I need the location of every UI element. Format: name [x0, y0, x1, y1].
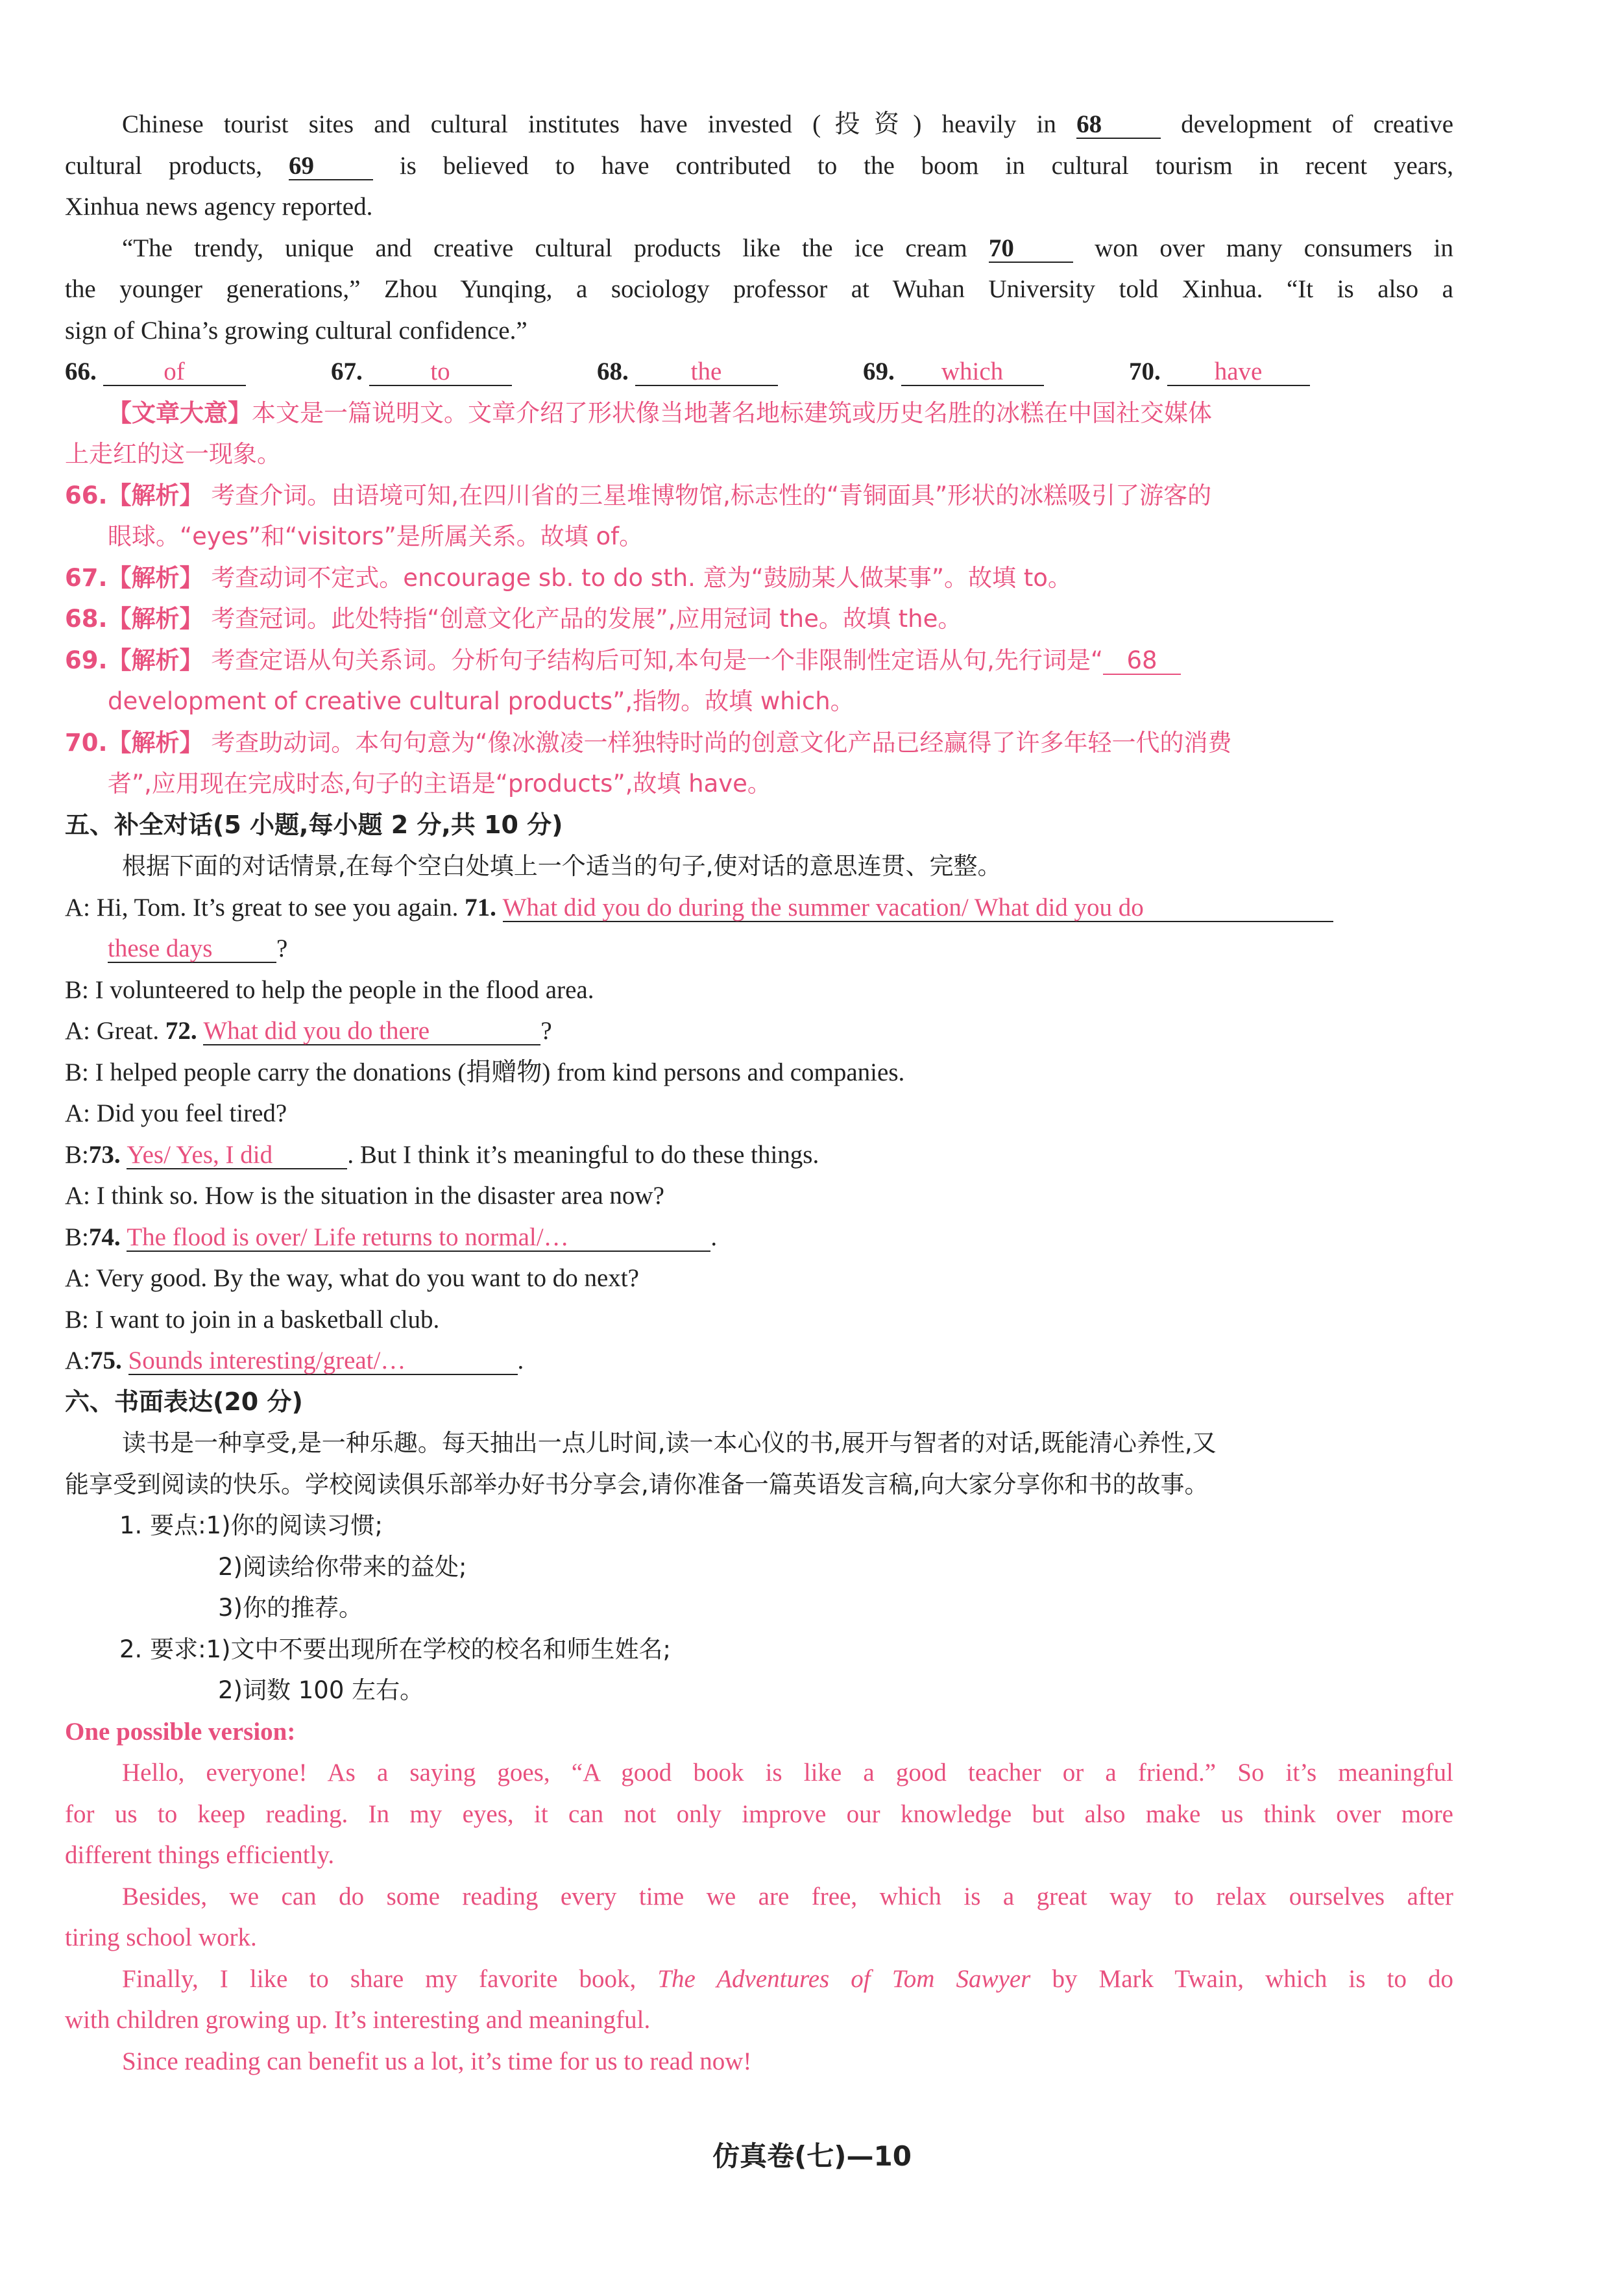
- book-title: The Adventures of Tom Sawyer: [657, 1964, 1031, 1993]
- text: won over many consumers in: [1095, 234, 1454, 262]
- page-content: [65, 104, 1453, 2082]
- point1b: 2)阅读给你带来的益处;: [218, 1552, 467, 1581]
- answer-row: [65, 351, 1453, 393]
- passage-line: Xinhua news agency reported.: [65, 193, 373, 221]
- answer-66: 66. of: [65, 351, 331, 393]
- explanation-70: 70.【解析】 考查助动词。本句句意为“像冰激凌一样独特时尚的创意文化产品已经赢得了许多年轻一代的消费: [65, 728, 1232, 757]
- blank-68[interactable]: 68: [1076, 112, 1161, 139]
- answer-67: 67. to: [331, 351, 597, 393]
- point1: 1. 要点:1)你的阅读习惯;: [119, 1511, 383, 1539]
- answer-71-cont[interactable]: these days: [108, 936, 276, 963]
- answer-blank[interactable]: of: [103, 359, 246, 386]
- section6-intro: 读书是一种享受,是一种乐趣。每天抽出一点儿时间,读一本心仪的书,展开与智者的对话,既能清心养性,又: [122, 1429, 1217, 1457]
- blank-69[interactable]: 69: [289, 153, 373, 180]
- answer-71[interactable]: What did you do during the summer vacation/ What did you do: [503, 895, 1333, 922]
- section6-intro-line2: 能享受到阅读的快乐。学校阅读俱乐部举办好书分享会,请你准备一篇英语发言稿,向大家分享你和书的故事。: [65, 1470, 1209, 1498]
- dialog-a3: A: Did you feel tired?: [65, 1099, 287, 1127]
- dialog-b5: B: I want to join in a basketball club.: [65, 1305, 440, 1334]
- answer-68: 68. the: [597, 351, 863, 393]
- section5-instruction: 根据下面的对话情景,在每个空白处填上一个适当的句子,使对话的意思连贯、完整。: [122, 852, 1002, 880]
- text: is believed to have contributed to the boom in cultural tourism in recent years,: [399, 151, 1454, 180]
- explanation-66-line2: 眼球。“eyes”和“visitors”是所属关系。故填 of。: [108, 522, 644, 550]
- answer-74[interactable]: The flood is over/ Life returns to normal/…: [127, 1225, 710, 1252]
- explanation-66: 66.【解析】 考查介词。由语境可知,在四川省的三星堆博物馆,标志性的“青铜面具”形状的冰糕吸引了游客的: [65, 481, 1212, 509]
- point1c: 3)你的推荐。: [218, 1594, 363, 1622]
- passage-line: sign of China’s growing cultural confidence.”: [65, 316, 527, 345]
- answer-blank[interactable]: to: [369, 359, 512, 386]
- essay-line: Finally, I like to share my favorite book, The Adventures of Tom Sawyer by Mark Twain, which is to do: [122, 1964, 1454, 1993]
- passage-line: the younger generations,” Zhou Yunqing, a sociology professor at Wuhan University told Xinhua. “It is also a: [65, 275, 1453, 303]
- answer-72[interactable]: What did you do there: [203, 1018, 540, 1045]
- text: Chinese tourist sites and cultural institutes have invested (投资) heavily in: [122, 110, 1056, 138]
- answer-blank[interactable]: the: [635, 359, 778, 386]
- passage-line: [65, 145, 1453, 187]
- passage-line: [65, 228, 1453, 269]
- text: development of creative: [1181, 110, 1454, 138]
- point2: 2. 要求:1)文中不要出现所在学校的校名和师生姓名;: [119, 1635, 671, 1663]
- passage-line: [65, 104, 1453, 145]
- blank-68-ref: 68: [1103, 648, 1181, 675]
- dialog-b4: B:74. The flood is over/ Life returns to normal/… .: [65, 1223, 718, 1251]
- dialog-a5: A: Very good. By the way, what do you want to do next?: [65, 1264, 639, 1292]
- essay-line: with children growing up. It’s interesting and meaningful.: [65, 2006, 651, 2034]
- dialog-b2: B: I helped people carry the donations (捐赠物) from kind persons and companies.: [65, 1058, 905, 1086]
- explanation-68: 68.【解析】 考查冠词。此处特指“创意文化产品的发展”,应用冠词 the。故填 the。: [65, 605, 962, 633]
- section5-title: 五、补全对话(5 小题,每小题 2 分,共 10 分): [65, 810, 563, 839]
- dialog-b1: B: I volunteered to help the people in the flood area.: [65, 975, 594, 1004]
- answer-75[interactable]: Sounds interesting/great/…: [128, 1348, 518, 1375]
- summary: [65, 393, 1453, 434]
- dialog-a1-line2: these days ?: [108, 934, 288, 962]
- essay-line: Hello, everyone! As a saying goes, “A good book is like a good teacher or a friend.” So it’s meaningful: [122, 1759, 1453, 1787]
- explanation-67: 67.【解析】 考查动词不定式。encourage sb. to do sth. 意为“鼓励某人做某事”。故填 to。: [65, 563, 1072, 592]
- explanation-70-line2: 者”,应用现在完成时态,句子的主语是“products”,故填 have。: [108, 770, 771, 798]
- dialog-b3: B:73. Yes/ Yes, I did . But I think it’s meaningful to do these things.: [65, 1140, 819, 1169]
- explanation-69: 69.【解析】 考查定语从句关系词。分析句子结构后可知,本句是一个非限制性定语从句,先行词是“ 68: [65, 640, 1453, 681]
- dialog-a2: A: Great. 72. What did you do there ?: [65, 1017, 552, 1045]
- answer-blank[interactable]: which: [901, 359, 1044, 386]
- dialog-a1: A: Hi, Tom. It’s great to see you again. 71. What did you do during the summer vacation/ What did you do: [65, 887, 1453, 929]
- essay-line: different things efficiently.: [65, 1841, 335, 1869]
- point2b: 2)词数 100 左右。: [218, 1676, 424, 1704]
- section6-title: 六、书面表达(20 分): [65, 1387, 303, 1416]
- version-label: One possible version:: [65, 1717, 296, 1746]
- summary-label: 【文章大意】: [108, 398, 252, 427]
- summary-line2: 上走红的这一现象。: [65, 440, 281, 468]
- text: cultural products,: [65, 151, 263, 180]
- answer-70: 70. have: [1129, 351, 1395, 393]
- essay-line: tiring school work.: [65, 1923, 257, 1951]
- essay-line: Besides, we can do some reading every time we are free, which is a great way to relax ourselves after: [122, 1882, 1453, 1910]
- text: 本文是一篇说明文。文章介绍了形状像当地著名地标建筑或历史名胜的冰糕在中国社交媒体: [252, 398, 1212, 427]
- blank-70[interactable]: 70: [989, 236, 1073, 263]
- essay-line: Since reading can benefit us a lot, it’s time for us to read now!: [122, 2047, 752, 2075]
- essay-line: for us to keep reading. In my eyes, it can not only improve our knowledge but also make us think over more: [65, 1800, 1453, 1828]
- explanation-69-line2: development of creative cultural products”,指物。故填 which。: [108, 687, 854, 715]
- page-footer: 仿真卷(七)—10: [712, 2140, 912, 2172]
- text: “The trendy, unique and creative cultural products like the ice cream: [122, 234, 967, 262]
- answer-69: 69. which: [863, 351, 1129, 393]
- answer-blank[interactable]: have: [1167, 359, 1310, 386]
- answer-73[interactable]: Yes/ Yes, I did: [127, 1142, 347, 1169]
- dialog-a6: A:75. Sounds interesting/great/… .: [65, 1347, 524, 1374]
- dialog-a4: A: I think so. How is the situation in the disaster area now?: [65, 1182, 664, 1210]
